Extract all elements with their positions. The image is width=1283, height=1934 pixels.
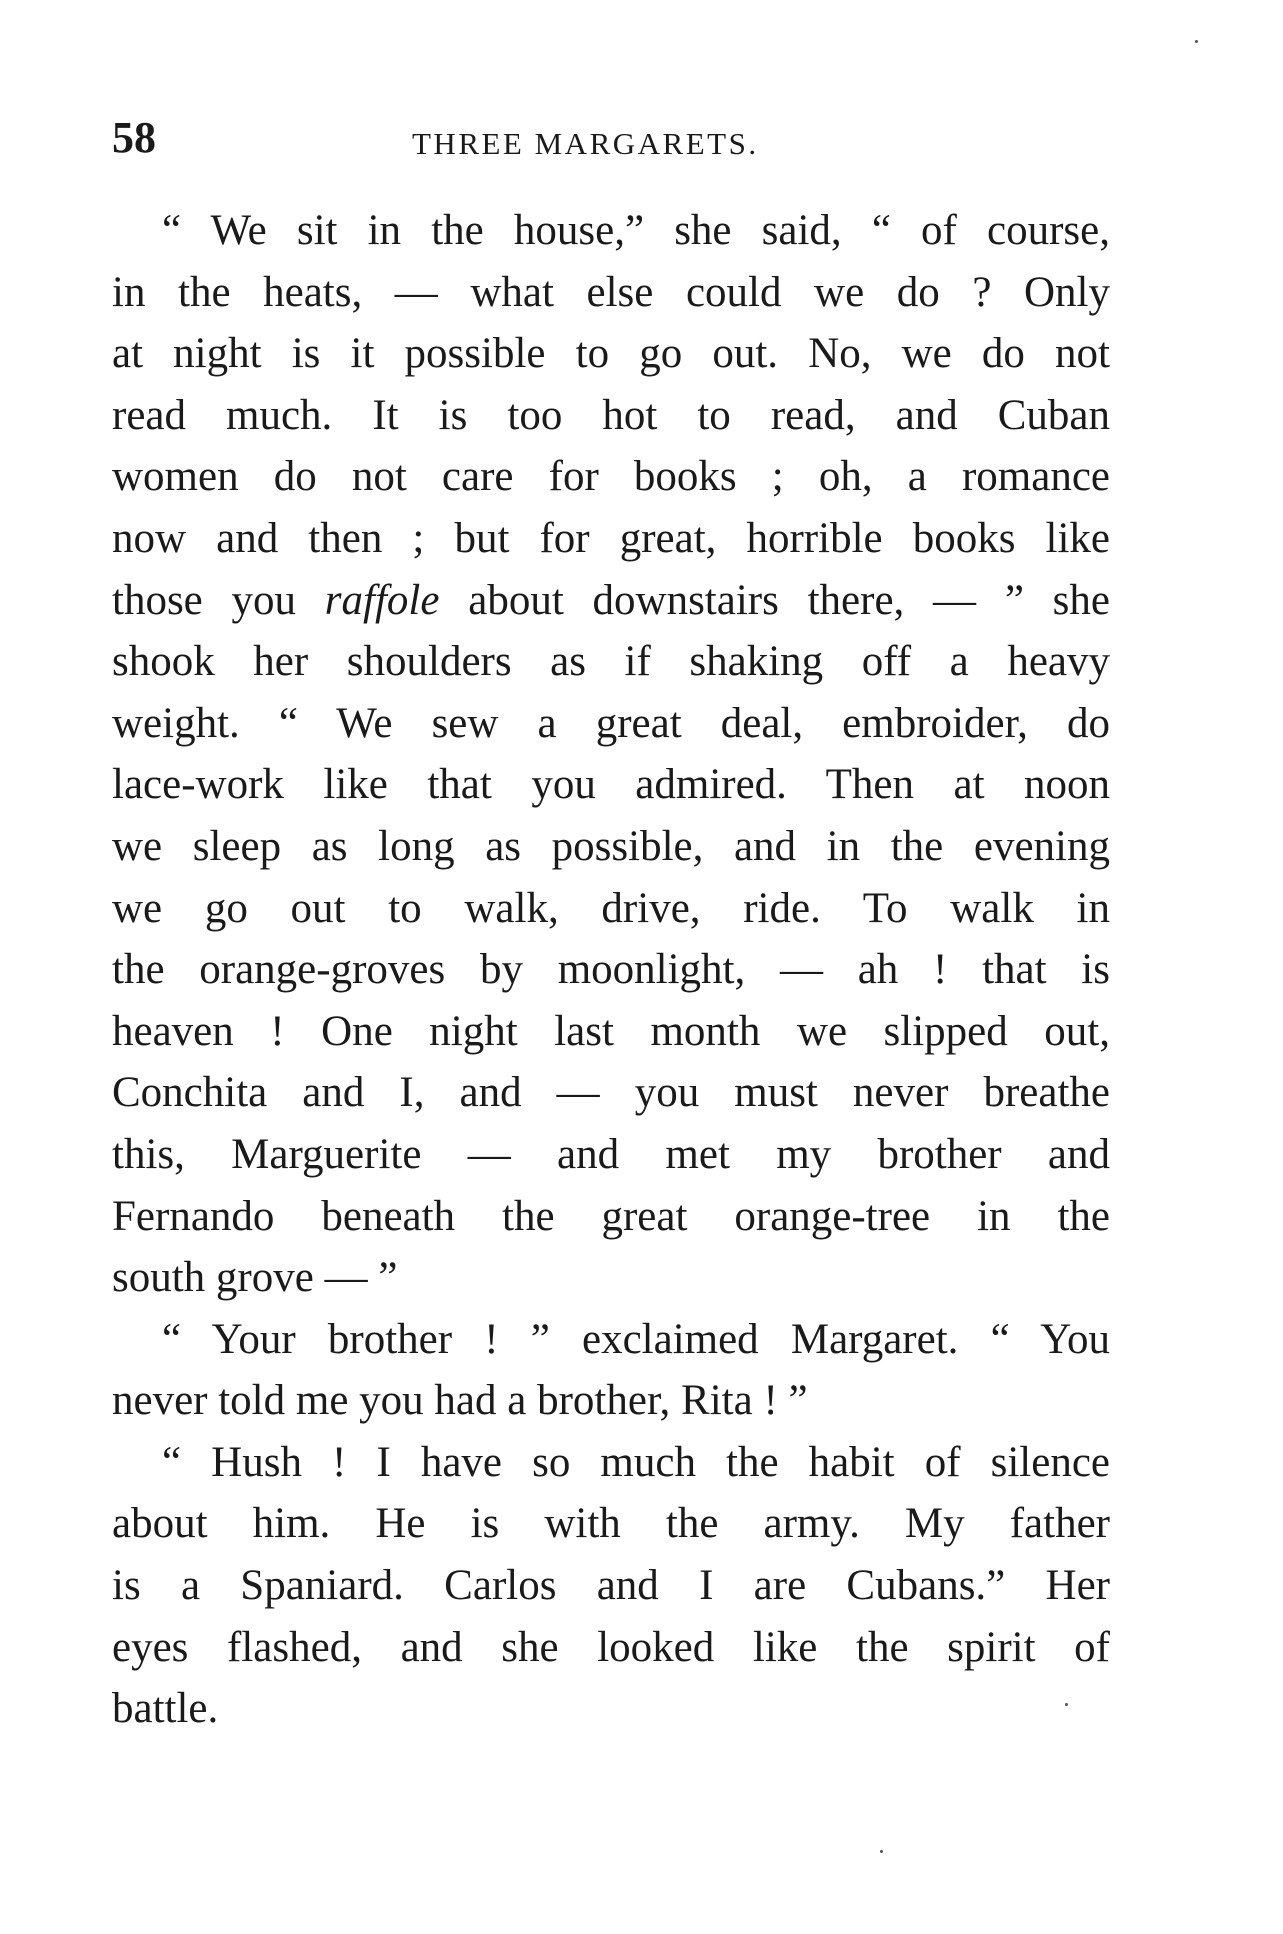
text-line: in the heats, — what else could we do ? Only [112, 268, 1110, 316]
text-line: south grove — ” [112, 1254, 398, 1302]
text-line: “ Hush ! I have so much the habit of silence [162, 1438, 1110, 1486]
text-line: read much. It is too hot to read, and Cuban [112, 391, 1110, 439]
text-line: we sleep as long as possible, and in the evening [112, 822, 1110, 870]
text-line: this, Marguerite — and met my brother and [112, 1130, 1110, 1178]
running-head [112, 108, 1112, 168]
text-line: battle. [112, 1685, 219, 1733]
text-line: shook her shoulders as if shaking off a heavy [112, 638, 1110, 686]
text-line: is a Spaniard. Carlos and I are Cubans.” Her [112, 1562, 1110, 1610]
paper-speck [1065, 1703, 1068, 1706]
text-line: at night is it possible to go out. No, we do not [112, 330, 1110, 378]
text-line: now and then ; but for great, horrible books like [112, 514, 1110, 562]
text-line: lace-work like that you admired. Then at noon [112, 761, 1110, 809]
paper-speck [880, 1850, 883, 1853]
text-line: the orange-groves by moonlight, — ah ! that is [112, 946, 1110, 994]
text-line: Fernando beneath the great orange-tree in the [112, 1192, 1110, 1240]
text-line: never told me you had a brother, Rita ! ” [112, 1377, 808, 1425]
text-line: heaven ! One night last month we slipped out, [112, 1007, 1110, 1055]
page-number: 58 [112, 113, 156, 162]
text-line: about him. He is with the army. My father [112, 1500, 1110, 1548]
text-line: “ Your brother ! ” exclaimed Margaret. “ You [162, 1315, 1110, 1363]
text-line: those you raffole about downstairs there, — ” she [112, 576, 1110, 624]
text-line: eyes flashed, and she looked like the spirit of [112, 1623, 1110, 1671]
text-line: Conchita and I, and — you must never breathe [112, 1069, 1110, 1117]
paper-speck [1195, 40, 1198, 43]
text-line: “ We sit in the house,” she said, “ of course, [162, 207, 1110, 254]
body-text [112, 200, 1110, 1740]
text-line: we go out to walk, drive, ride. To walk in [112, 884, 1110, 932]
text-line: weight. “ We sew a great deal, embroider, do [112, 699, 1110, 747]
running-title: THREE MARGARETS. [412, 126, 759, 161]
text-line: women do not care for books ; oh, a romance [112, 453, 1110, 501]
